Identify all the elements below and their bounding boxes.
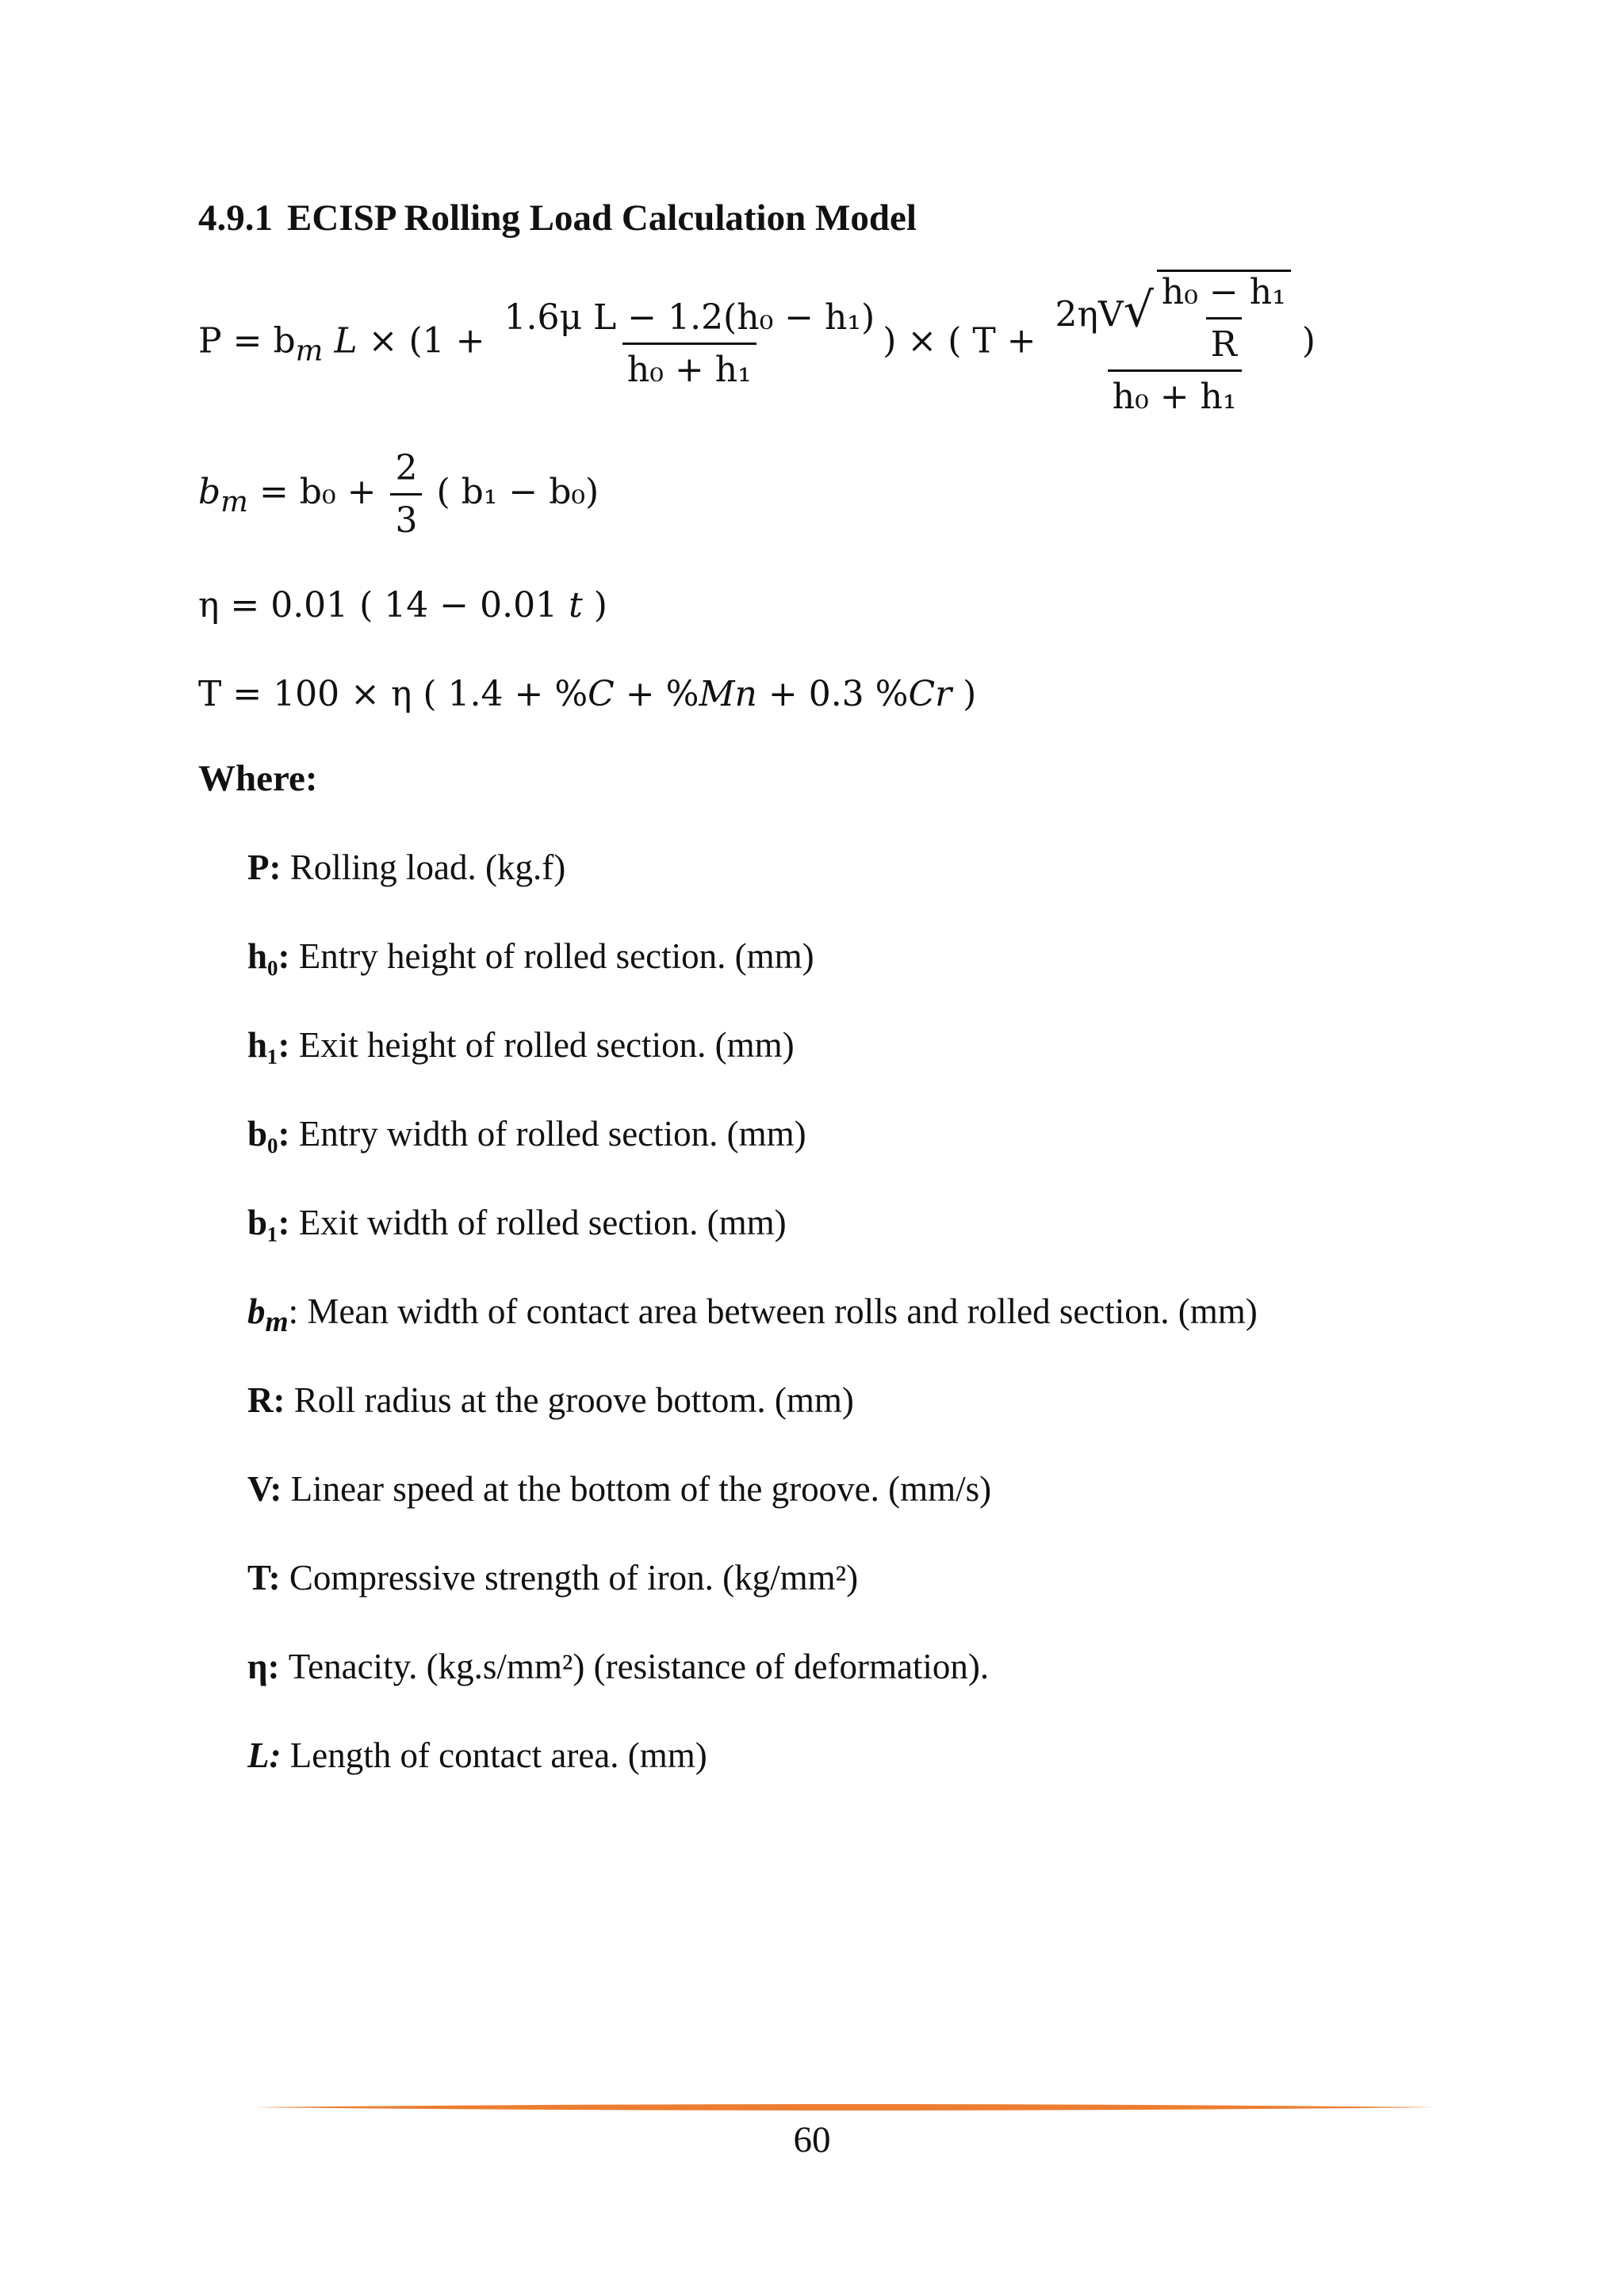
def-text: Roll radius at the groove bottom. (mm) <box>285 1380 854 1420</box>
page-number: 60 <box>793 2119 831 2160</box>
eq-bm-b: b <box>198 472 221 512</box>
eq-eta-close: ) <box>582 585 607 626</box>
def-symbol: R: <box>247 1380 285 1420</box>
definition-b1 <box>247 1202 787 1243</box>
definition-h1 <box>247 1024 795 1066</box>
eq-bm-fraction <box>390 448 422 541</box>
eq-p-frac2-num <box>1051 270 1299 369</box>
eq-bm-frac-den: 3 <box>390 493 422 541</box>
def-text: Exit height of rolled section. (mm) <box>289 1025 795 1065</box>
eq-p-bm-sub: m <box>295 333 324 368</box>
def-text: Rolling load. (kg.f) <box>281 848 566 887</box>
eq-p-sqrt-num: h₀ − h₁ <box>1161 272 1286 312</box>
def-colon: : <box>288 1292 299 1331</box>
eq-bm-frac-num: 2 <box>395 448 418 488</box>
equation-mean-width <box>198 448 599 541</box>
eq-p-close: ) <box>1301 320 1316 362</box>
eq-p-times: × (1 + <box>357 320 485 362</box>
definition-l <box>247 1735 707 1776</box>
definition-p <box>247 847 565 888</box>
eq-p-mid: ) × ( T + <box>883 320 1036 362</box>
definition-b0 <box>247 1113 806 1154</box>
footer-rule <box>254 2102 1435 2113</box>
def-text: Tenacity. (kg.s/mm²) (resistance of deformation). <box>279 1647 990 1686</box>
eq-bm-rhs-end: ( b₁ − b₀) <box>436 472 599 512</box>
eq-p-fraction-1 <box>499 297 879 390</box>
def-symbol: T: <box>247 1558 281 1598</box>
def-text: Exit width of rolled section. (mm) <box>289 1203 787 1242</box>
def-text: Linear speed at the bottom of the groove. (mm/s) <box>282 1469 992 1509</box>
eq-p-frac1-den: h₀ + h₁ <box>622 342 756 390</box>
def-symbol: b <box>247 1292 266 1331</box>
def-symbol: P: <box>247 848 282 887</box>
def-symbol: L: <box>247 1735 282 1775</box>
equation-tenacity <box>198 585 607 626</box>
eq-t-cr: Cr <box>908 674 952 714</box>
definition-t <box>247 1557 858 1598</box>
section-heading <box>198 197 917 239</box>
def-symbol: η: <box>247 1647 280 1686</box>
where-label: Where: <box>198 758 318 799</box>
def-symbol: h₀: <box>247 936 290 976</box>
eq-p-coef: 2ηV <box>1055 294 1124 335</box>
section-number: 4.9.1 <box>198 197 273 239</box>
def-symbol-sub: m <box>265 1306 289 1338</box>
eq-eta-text: η = 0.01 ( 14 − 0.01 <box>198 585 569 626</box>
eq-t-mn: Mn <box>699 674 757 714</box>
def-text: Compressive strength of iron. (kg/mm²) <box>280 1558 859 1598</box>
def-text: Entry width of rolled section. (mm) <box>289 1114 806 1154</box>
def-text: Entry height of rolled section. (mm) <box>289 936 814 976</box>
def-symbol: h₁: <box>247 1025 290 1065</box>
eq-p-frac1-num: 1.6μ L − 1.2(h₀ − h₁) <box>504 297 875 338</box>
eq-p-sqrt-den: R <box>1206 317 1242 365</box>
definition-eta <box>247 1646 989 1687</box>
eq-p-frac2-den: h₀ + h₁ <box>1108 369 1242 417</box>
def-symbol: b₁: <box>247 1203 290 1242</box>
eq-p-lhs: P = b <box>198 320 296 362</box>
equation-rolling-load <box>198 270 1316 417</box>
eq-bm-rhs-start: = b₀ + <box>259 472 377 512</box>
def-symbol: V: <box>247 1469 282 1509</box>
def-symbol: b₀: <box>247 1114 290 1154</box>
eq-p-fraction-2 <box>1051 270 1299 417</box>
eq-t-start: T = 100 × η ( 1.4 + % <box>198 674 588 714</box>
equation-compressive-strength <box>198 674 976 714</box>
eq-eta-t: t <box>569 585 583 626</box>
eq-t-close: ) <box>952 674 977 714</box>
footer-rule-shape <box>254 2104 1435 2110</box>
eq-t-c: C <box>588 674 615 714</box>
definition-bm <box>247 1291 1258 1339</box>
definition-r <box>247 1380 854 1421</box>
section-title: ECISP Rolling Load Calculation Model <box>287 197 917 239</box>
definition-h0 <box>247 936 814 977</box>
def-text: Length of contact area. (mm) <box>281 1735 707 1775</box>
eq-p-sqrt-fraction <box>1157 270 1291 365</box>
def-text: Mean width of contact area between rolls and rolled section. (mm) <box>298 1292 1258 1331</box>
eq-t-mid1: + % <box>614 674 699 714</box>
sqrt-icon: √ <box>1123 282 1154 339</box>
eq-bm-sub: m <box>220 484 248 519</box>
eq-t-mid2: + 0.3 % <box>756 674 909 714</box>
definition-v <box>247 1468 991 1510</box>
eq-p-l: L <box>334 320 358 362</box>
